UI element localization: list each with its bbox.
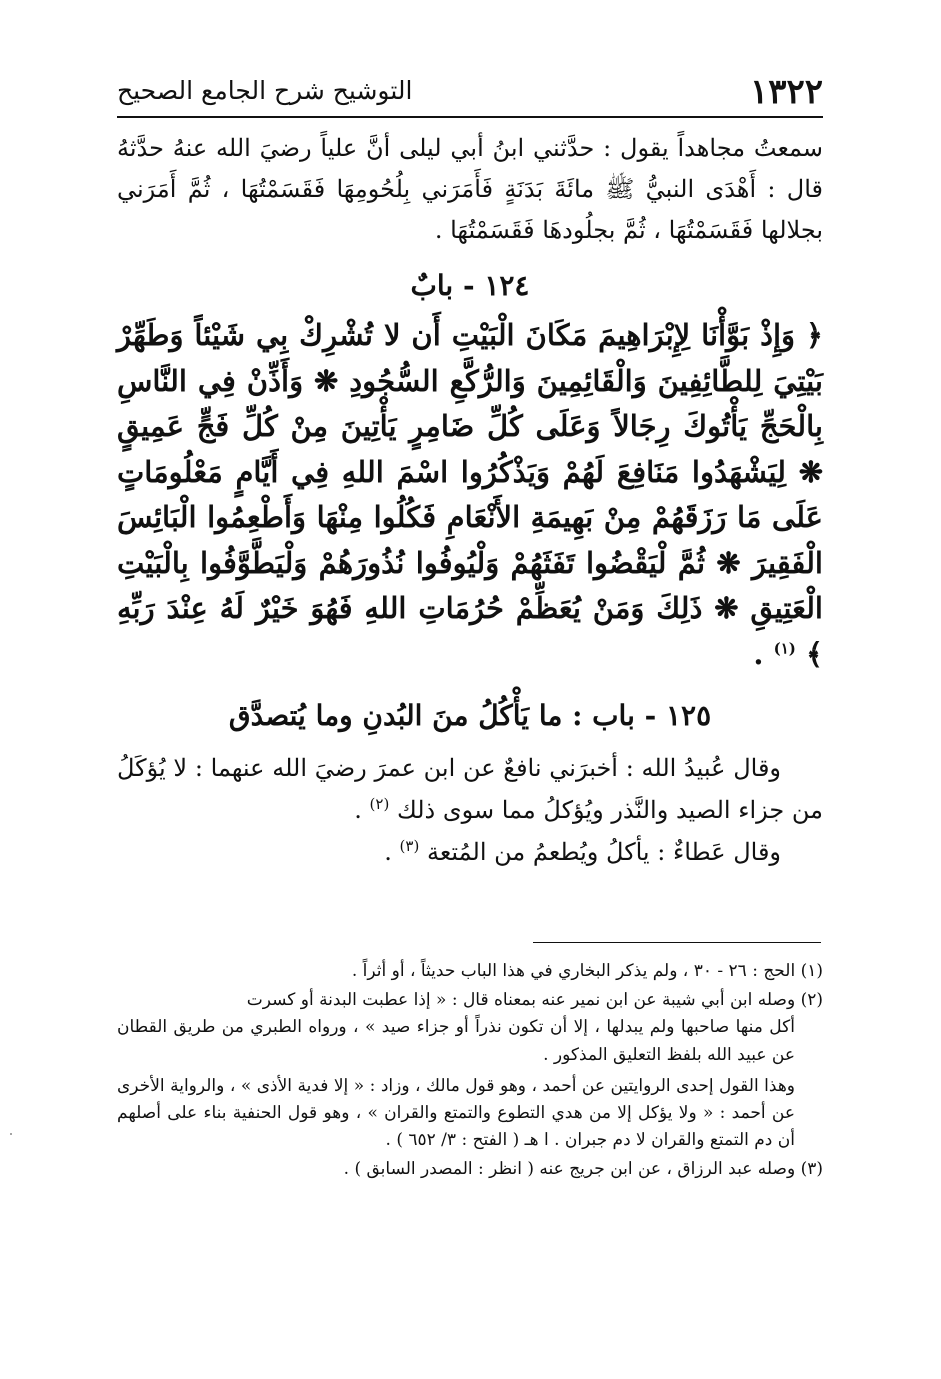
hadith-paragraph: سمعتُ مجاهداً يقول : حدَّثني ابنُ أبي ليلى أنَّ علياً رضيَ الله عنهُ حدَّثهُ قال : أَهْدَى النبيُّ ﷺ مائَةَ بَدَنَةٍ فَأَمَرَني بِلُحُومِهَا فَقَسَمْتُهَا ، ثُمَّ أَمَرَني بجلالها فَقَسَمْتُهَا ، ثُمَّ بجلُودهَا فَقَسَمْتُهَا .	[117, 134, 823, 244]
page-header	[117, 70, 823, 114]
quran-end: .	[753, 636, 774, 671]
running-title: التوشيح شرح الجامع الصحيح	[117, 76, 413, 105]
footnote-3: (٣) وصله عبد الرزاق ، عن ابن جريج عنه ( انظر : المصدر السابق ) .	[343, 1159, 823, 1180]
quran-text: ﴿ وَإِذْ بَوَّأْنَا لِإِبْرَاهِيمَ مَكَانَ الْبَيْتِ أَن لا تُشْرِكْ بِي شَيْئاً وَطَهِّرْ بَيْتِيَ لِلطَّائِفِينَ وَالْقَائِمِينَ وَالرُّكَّعِ السُّجُودِ ❋ وَأَذِّنْ فِي النَّاسِ بِالْحَجِّ يَأْتُوكَ رِجَالاً وَعَلَى كُلِّ ضَامِرٍ يَأْتِينَ مِنْ كُلِّ فَجٍّ عَمِيقٍ ❋ لِيَشْهَدُوا مَنَافِعَ لَهُمْ وَيَذْكُرُوا اسْمَ اللهِ فِي أَيَّامٍ مَعْلُومَاتٍ عَلَى مَا رَزَقَهُمْ مِنْ بَهِيمَةِ الأَنْعَامِ فَكُلُوا مِنْهَا وَأَطْعِمُوا الْبَائِسَ الْفَقِيرَ ❋ ثُمَّ لْيَقْضُوا تَفَثَهُمْ وَلْيُوفُوا نُذُورَهُمْ وَلْيَطَّوَّفُوا بِالْبَيْتِ الْعَتِيقِ ❋ ذَلِكَ وَمَنْ يُعَظِّمْ حُرُمَاتِ اللهِ فَهُوَ خَيْرٌ لَهُ عِنْدَ رَبِّهِ ﴾	[117, 318, 823, 671]
page-number: ١٣٢٢	[749, 72, 823, 112]
narration-1-end: .	[354, 796, 370, 824]
footnote-2-paragraph-2: وهذا القول إحدى الروايتين عن أحمد ، وهو قول مالك ، وزاد : « إلا فدية الأذى » ، والرواية الأخرى عن أحمد : « ولا يؤكل إلا من هدي التطوع والتمتع والقران » ، وهو قول الحنفية بناء على أصلهم أن دم التمتع والقران لا دم جبران . ا هـ ( الفتح : ٣/ ٦٥٢ ) .	[117, 1075, 795, 1151]
chapter-heading-125: ١٢٥ - باب : ما يَأْكُلُ منَ البُدنِ وما يُتصدَّق	[228, 699, 712, 732]
footnote-ref-3: (٣)	[399, 837, 420, 855]
main-text	[117, 128, 823, 873]
quran-passage	[117, 313, 823, 677]
narration-ubaidullah	[117, 747, 823, 831]
header-rule	[117, 116, 823, 118]
narration-ata	[117, 831, 823, 873]
footnote-ref-1: (١)	[773, 638, 796, 657]
footnotes	[117, 956, 823, 1184]
footnote-ref-2: (٢)	[369, 795, 390, 813]
footnote-2-continuation: أكل منها صاحبها ولم يبدلها ، إلا أن تكون نذراً أو جزاء صيد » ، ورواه الطبري من طريق القطان عن عبيد الله بلفظ التعليق المذكور .	[117, 1017, 795, 1065]
chapter-heading-124: ١٢٤ - بابٌ	[410, 269, 530, 302]
footnote-1: (١) الحج : ٢٦ - ٣٠ ، ولم يذكر البخاري في هذا الباب حديثاً ، أو أثراً .	[351, 961, 823, 981]
footnote-2: (٢) وصله ابن أبي شيبة عن ابن نمير عنه بمعناه قال : « إذا عطبت البدنة أو كسرت	[246, 990, 823, 1011]
narration-2-end: .	[384, 838, 400, 866]
scan-speck	[10, 1133, 12, 1135]
narration-2-text: وقال عَطاءٌ : يأكلُ ويُطعمُ من المُتعة	[426, 838, 781, 866]
footnote-separator	[533, 942, 821, 943]
narration-1-text: وقال عُبيدُ الله : أخبرَني نافعٌ عن ابن عمرَ رضيَ الله عنهما : لا يُؤكَلُ من جزاء الصيد والنَّذر ويُؤكلُ مما سوى ذلك	[117, 754, 823, 824]
